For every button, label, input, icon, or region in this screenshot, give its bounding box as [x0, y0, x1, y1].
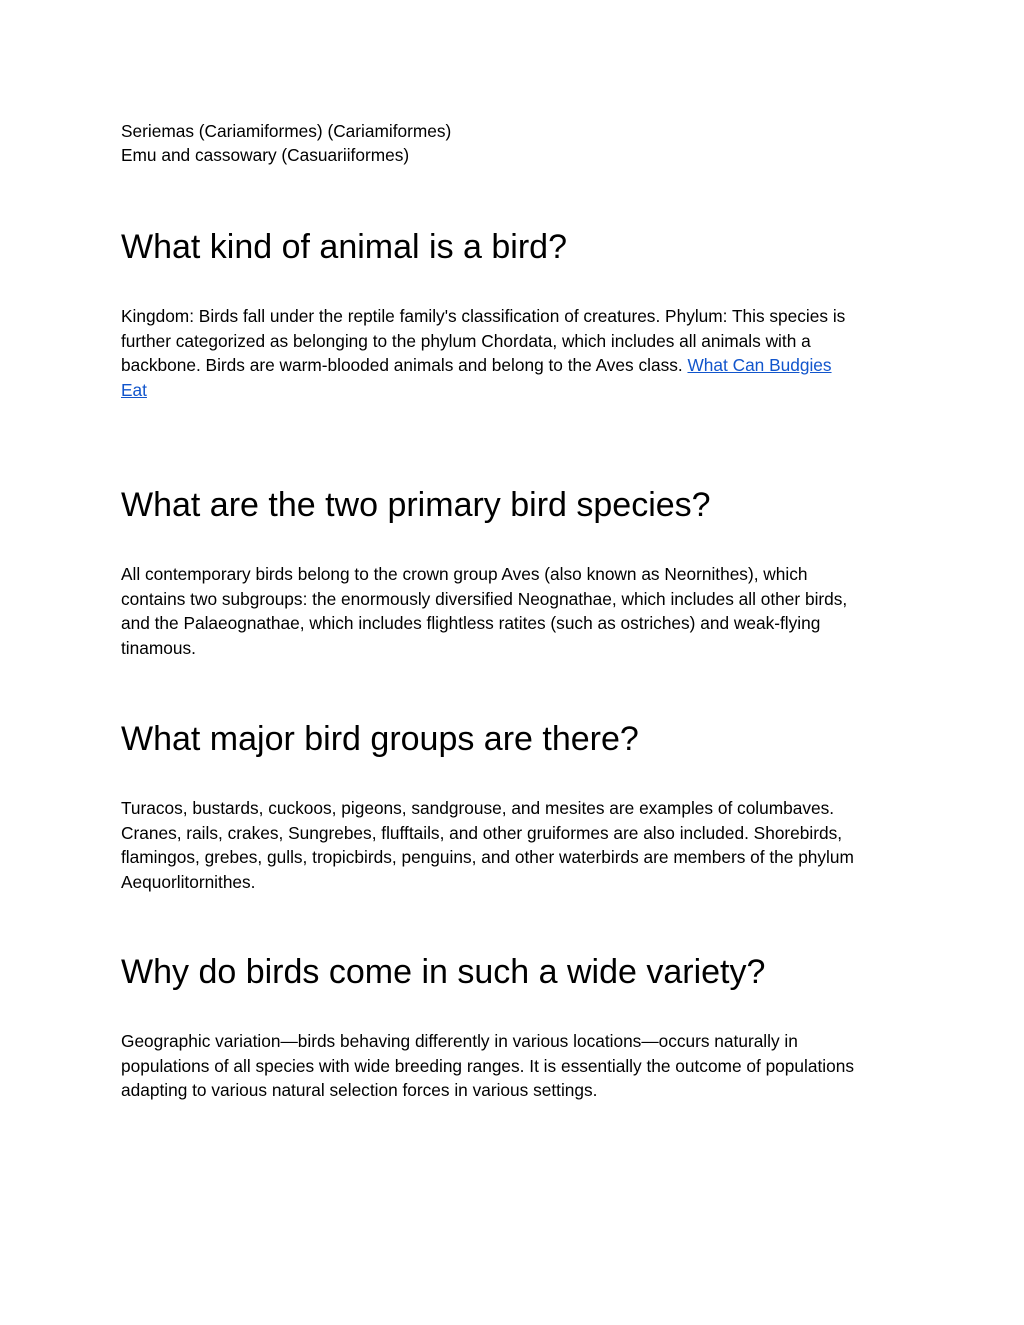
paragraph-line: further categorized as belonging to the phylum Chordata, which includes all animals with a	[121, 330, 811, 351]
paragraph-line: tinamous.	[121, 637, 196, 658]
intro-line-emu: Emu and cassowary (Casuariiformes)	[121, 145, 410, 165]
intro-line-seriemas: Seriemas (Cariamiformes) (Cariamiformes)	[121, 121, 452, 141]
paragraph-line: Turacos, bustards, cuckoos, pigeons, sandgrouse, and mesites are examples of columbaves.	[121, 798, 835, 818]
paragraph-line: Geographic variation—birds behaving differently in various locations—occurs naturally in	[121, 1031, 798, 1051]
paragraph-major-bird-groups	[121, 796, 903, 894]
paragraph-line: flamingos, grebes, gulls, tropicbirds, penguins, and other waterbirds are members of the phylum	[121, 847, 854, 867]
paragraph-line: populations of all species with wide breeding ranges. It is essentially the outcome of populations	[121, 1055, 854, 1076]
paragraph-line: adapting to various natural selection forces in various settings.	[121, 1080, 598, 1100]
paragraph-two-primary-bird-species	[121, 562, 903, 660]
paragraph-line: Cranes, rails, crakes, Sungrebes, flufftails, and other gruiformes are also included. Shorebirds,	[121, 822, 843, 843]
paragraph-line: Kingdom: Birds fall under the reptile family's classification of creatures. Phylum: This species is	[121, 306, 846, 326]
paragraph-line: and the Palaeognathae, which includes flightless ratites (such as ostriches) and weak-flying	[121, 613, 821, 633]
heading-what-kind-of-animal: What kind of animal is a bird?	[121, 228, 567, 266]
paragraph-line: contains two subgroups: the enormously diversified Neognathae, which includes all other birds,	[121, 588, 848, 609]
paragraph-line	[121, 378, 903, 403]
paragraph-line: All contemporary birds belong to the crown group Aves (also known as Neornithes), which	[121, 564, 808, 584]
heading-two-primary-bird-species: What are the two primary bird species?	[121, 486, 711, 524]
what-can-budgies-eat-link[interactable]: What Can Budgies	[687, 355, 832, 375]
paragraph-line	[121, 353, 903, 378]
what-can-budgies-eat-link-continued[interactable]: Eat	[121, 379, 147, 400]
heading-major-bird-groups: What major bird groups are there?	[121, 720, 639, 758]
paragraph-why-wide-variety	[121, 1029, 903, 1103]
paragraph-line: Aequorlitornithes.	[121, 871, 256, 892]
paragraph-line-text: backbone. Birds are warm-blooded animals and belong to the Aves class.	[121, 355, 688, 375]
paragraph-what-kind-of-animal	[121, 304, 903, 402]
heading-why-wide-variety: Why do birds come in such a wide variety?	[121, 953, 766, 991]
